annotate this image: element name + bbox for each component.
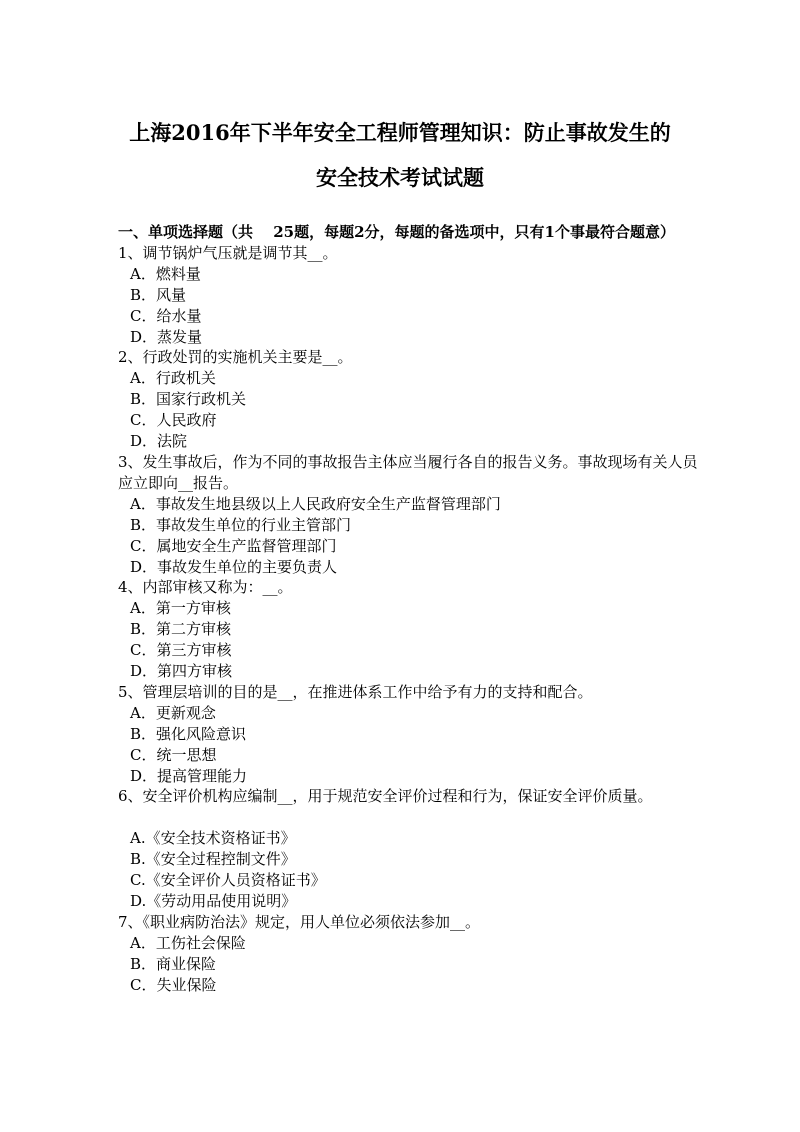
option-b: B．事故发生单位的行业主管部门 — [130, 515, 352, 534]
option-d: D.《劳动用品使用说明》 — [130, 891, 297, 910]
question-stem: 6、安全评价机构应编制__，用于规范安全评价过程和行为，保证安全评价质量。 — [118, 787, 653, 806]
question-3 — [118, 452, 698, 577]
section-header: 一、单项选择题（共 25题，每题2分，每题的备选项中，只有1个事最符合题意） — [118, 223, 675, 241]
option-b: B．风量 — [130, 285, 187, 304]
option-a: A．工伤社会保险 — [130, 933, 246, 952]
question-6 — [118, 786, 698, 911]
exam-content — [118, 222, 698, 996]
option-a: A．更新观念 — [130, 703, 216, 722]
option-c: C．属地安全生产监督管理部门 — [130, 536, 337, 555]
question-stem: 3、发生事故后，作为不同的事故报告主体应当履行各自的报告义务。事故现场有关人员应立即向__报告。 — [118, 452, 698, 492]
title-line-2: 安全技术考试试题 — [316, 165, 484, 190]
option-b: B．第二方审核 — [130, 620, 232, 639]
option-d: D．提高管理能力 — [130, 766, 248, 785]
question-stem: 2、行政处罚的实施机关主要是__。 — [118, 348, 353, 367]
option-a: A．第一方审核 — [130, 599, 231, 618]
question-stem: 5、管理层培训的目的是__，在推进体系工作中给予有力的支持和配合。 — [118, 682, 593, 701]
option-a: A.《安全技术资格证书》 — [130, 829, 296, 848]
question-stem: 7、《职业病防治法》规定，用人单位必须依法参加__。 — [118, 912, 481, 931]
option-b: B.《安全过程控制文件》 — [130, 850, 296, 869]
option-c: C．人民政府 — [130, 411, 217, 430]
title-line-1: 上海2016年下半年安全工程师管理知识：防止事故发生的 — [129, 120, 671, 145]
option-b: B．强化风险意识 — [130, 724, 247, 743]
question-2 — [118, 347, 698, 452]
option-b: B．商业保险 — [130, 954, 217, 973]
question-stem: 1、调节锅炉气压就是调节其__。 — [118, 243, 338, 262]
option-d: D．第四方审核 — [130, 662, 233, 681]
option-d: D．事故发生单位的主要负责人 — [130, 557, 338, 576]
option-c: C.《安全评价人员资格证书》 — [130, 871, 326, 890]
blank-line — [118, 807, 698, 828]
option-c: C．失业保险 — [130, 975, 217, 994]
option-c: C．第三方审核 — [130, 641, 232, 660]
option-b: B．国家行政机关 — [130, 390, 247, 409]
option-a: A．行政机关 — [130, 369, 216, 388]
option-a: A．事故发生地县级以上人民政府安全生产监督管理部门 — [130, 494, 501, 513]
question-7 — [118, 912, 698, 996]
option-d: D．法院 — [130, 432, 188, 451]
question-stem: 4、内部审核又称为：__。 — [118, 578, 293, 597]
option-c: C．给水量 — [130, 306, 202, 325]
question-1 — [118, 243, 698, 348]
option-d: D．蒸发量 — [130, 327, 203, 346]
option-a: A．燃料量 — [130, 264, 201, 283]
option-c: C．统一思想 — [130, 745, 217, 764]
question-4 — [118, 577, 698, 682]
question-5 — [118, 682, 698, 787]
